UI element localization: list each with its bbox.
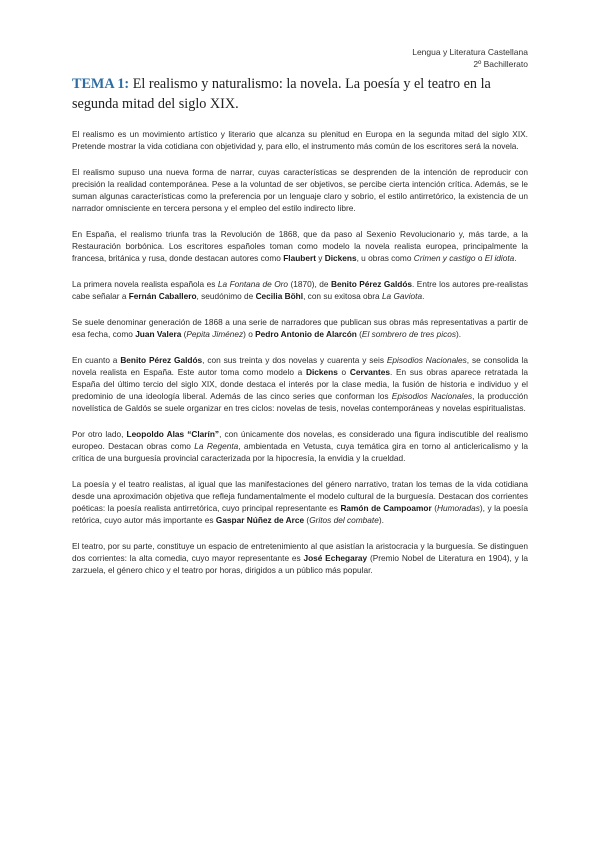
text-run: , se consolida la novela realista en España. Este autor toma como modelo a bbox=[72, 355, 529, 377]
document-body bbox=[72, 128, 528, 576]
bold-text: Benito Pérez Galdós bbox=[120, 355, 203, 365]
title-label: TEMA 1: bbox=[72, 76, 130, 92]
bold-text: José Echegaray bbox=[303, 553, 368, 563]
bold-text: Juan Valera bbox=[135, 329, 182, 339]
text-run: (1870), de bbox=[288, 279, 331, 289]
bold-text: Cecilia Böhl bbox=[255, 291, 304, 301]
header-course: 2º Bachillerato bbox=[473, 59, 528, 69]
text-run: o bbox=[337, 367, 350, 377]
body-paragraph bbox=[72, 316, 528, 340]
page-header bbox=[412, 46, 528, 70]
italic-text: La Gaviota bbox=[381, 291, 423, 301]
italic-text: El idiota bbox=[484, 253, 515, 263]
text-run: . En sus obras aparece retratada la España del último tercio del siglo XIX, donde destaca el interés por la clase media, la fusión de historia e individuo y el predominio de una ideología liberal. Además de las cinco series que conforman los bbox=[72, 367, 528, 401]
text-run: ( bbox=[431, 503, 437, 513]
bold-text: Benito Pérez Galdós bbox=[330, 279, 413, 289]
text-run: . Entre los autores pre-realistas cabe señalar a bbox=[72, 279, 528, 301]
italic-text: La Regenta bbox=[194, 441, 239, 451]
body-paragraph bbox=[72, 278, 528, 302]
italic-text: Episodios Nacionales bbox=[386, 355, 467, 365]
body-paragraph bbox=[72, 128, 528, 152]
text-run: , u obras como bbox=[356, 253, 414, 263]
body-paragraph bbox=[72, 354, 528, 414]
text-run: , ambientada en Vetusta, cuya temática gira en torno al anticlericalismo y la crítica de una burguesía provincial caracterizada por la hipocresía, la envidia y la crueldad. bbox=[72, 441, 529, 463]
italic-text: Crimen y castigo bbox=[413, 253, 476, 263]
body-paragraph bbox=[72, 540, 528, 576]
text-run: ) o bbox=[243, 329, 256, 339]
title-text: El realismo y naturalismo: la novela. La poesía y el teatro en la segunda mitad del siglo XIX. bbox=[72, 76, 491, 112]
text-run: En España, el realismo triunfa tras la Revolución de 1868, que da paso al Sexenio Revolucionario y, más tarde, a la Restauración borbónica. Los escritores españoles toman como modelo la novela realista europea, principalmente la francesa, británica y rusa, donde destacan autores como bbox=[72, 229, 528, 263]
text-run: Se suele denominar generación de 1868 a una serie de narradores que publican sus obras más representativas a partir de esa fecha, como bbox=[72, 317, 528, 339]
text-run: ( bbox=[356, 329, 362, 339]
text-run: El teatro, por su parte, constituye un espacio de entretenimiento al que asistían la aristocracia y la burguesía. Se distinguen dos corrientes: la alta comedia, cuyo mayor representante es bbox=[72, 541, 528, 563]
text-run: La poesía y el teatro realistas, al igual que las manifestaciones del género narrativo, tratan los temas de la vida cotidiana desde una aproximación objetiva que refleja fundamentalmente el modelo cultural de la burguesía. Destacan dos corrientes poéticas: la poesía realista antirretórica, cuyo principal representante es bbox=[72, 479, 528, 513]
italic-text: Gritos del combate bbox=[309, 515, 379, 525]
bold-text: Pedro Antonio de Alarcón bbox=[255, 329, 357, 339]
text-run: , la producción novelística de Galdós se suele organizar en tres ciclos: novelas de tesis, novelas contemporáneas y novelas espiritualistas. bbox=[72, 391, 529, 413]
text-run: ( bbox=[304, 515, 310, 525]
text-run: , con únicamente dos novelas, es considerado una figura indiscutible del realismo europeo. Destacan obras como bbox=[72, 429, 529, 451]
body-paragraph bbox=[72, 478, 528, 526]
text-run: . bbox=[422, 291, 425, 301]
body-paragraph bbox=[72, 166, 528, 214]
bold-text: Fernán Caballero bbox=[128, 291, 197, 301]
bold-text: Dickens bbox=[324, 253, 357, 263]
text-run: En cuanto a bbox=[72, 355, 121, 365]
text-run: ), y la poesía retórica, cuyo autor más importante es bbox=[72, 503, 528, 525]
italic-text: La Fontana de Oro bbox=[217, 279, 289, 289]
body-paragraph bbox=[72, 428, 528, 464]
document-title bbox=[72, 74, 528, 114]
bold-text: Gaspar Núñez de Arce bbox=[215, 515, 305, 525]
body-paragraph bbox=[72, 228, 528, 264]
italic-text: El sombrero de tres picos bbox=[361, 329, 456, 339]
italic-text: Pepita Jiménez bbox=[186, 329, 244, 339]
italic-text: Humoradas bbox=[436, 503, 480, 513]
bold-text: Leopoldo Alas “Clarín” bbox=[126, 429, 220, 439]
bold-text: Dickens bbox=[306, 367, 338, 377]
text-run: y bbox=[315, 253, 325, 263]
text-run: ). bbox=[456, 329, 462, 339]
text-run: El realismo es un movimiento artístico y literario que alcanza su plenitud en Europa en la segunda mitad del siglo XIX. Pretende mostrar la vida cotidiana con objetividad y, para ello, el instrumento más común de los escritores será la novela. bbox=[72, 129, 528, 151]
text-run: . bbox=[514, 253, 517, 263]
text-run: ( bbox=[181, 329, 187, 339]
text-run: (Premio Nobel de Literatura en 1904), y la zarzuela, el género chico y el teatro por horas, dirigidos a un público más popular. bbox=[72, 553, 529, 575]
bold-text: Cervantes bbox=[349, 367, 390, 377]
italic-text: Episodios Nacionales bbox=[391, 391, 473, 401]
text-run: , seudónimo de bbox=[196, 291, 256, 301]
text-run: , con su exitosa obra bbox=[303, 291, 382, 301]
text-run: ). bbox=[378, 515, 384, 525]
bold-text: Flaubert bbox=[283, 253, 316, 263]
text-run: o bbox=[475, 253, 485, 263]
text-run: Por otro lado, bbox=[72, 429, 127, 439]
text-run: , con sus treinta y dos novelas y cuarenta y seis bbox=[202, 355, 387, 365]
bold-text: Ramón de Campoamor bbox=[340, 503, 432, 513]
text-run: El realismo supuso una nueva forma de narrar, cuyas características se desprenden de la intención de reproducir con precisión la realidad contemporánea. Pese a la voluntad de ser objetivos, se percibe cierta intención crítica. Además, se le suman algunas características como la preferencia por un lenguaje claro y sobrio, el estilo antirretórico, la existencia de un narrador omnisciente en tercera persona y el empleo del estilo indirecto libre. bbox=[72, 167, 528, 213]
text-run: La primera novela realista española es bbox=[72, 279, 218, 289]
header-subject: Lengua y Literatura Castellana bbox=[412, 47, 528, 57]
